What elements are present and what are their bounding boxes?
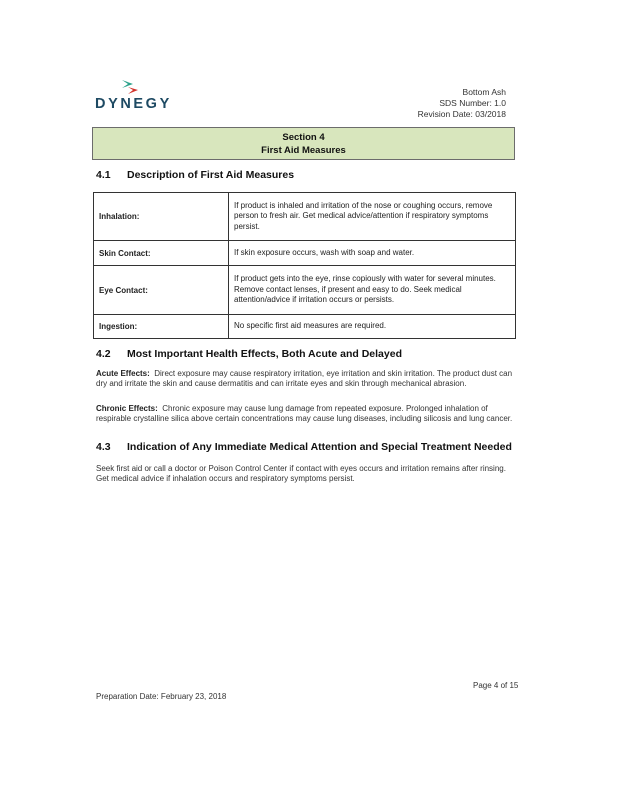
route-label: Eye Contact: bbox=[94, 266, 229, 315]
subsection-heading-4-1 bbox=[96, 169, 294, 181]
table-row bbox=[94, 241, 516, 266]
route-measure: If skin exposure occurs, wash with soap and water. bbox=[229, 241, 516, 266]
subsection-number: 4.1 bbox=[96, 169, 111, 181]
route-measure: If product is inhaled and irritation of the nose or coughing occurs, remove person to fresh air. Get medical advice/attention if respiratory symptoms persist. bbox=[229, 193, 516, 241]
table-row bbox=[94, 193, 516, 241]
route-label: Inhalation: bbox=[94, 193, 229, 241]
chronic-effects-label: Chronic Effects: bbox=[96, 404, 158, 413]
subsection-number: 4.2 bbox=[96, 348, 111, 360]
subsection-heading-4-3 bbox=[96, 441, 512, 453]
medical-attention-paragraph: Seek first aid or call a doctor or Poison Control Center if contact with eyes occurs and irritation remains after rinsing. Get medical advice if inhalation occurs and respiratory symptoms persist. bbox=[96, 464, 506, 483]
route-label: Ingestion: bbox=[94, 315, 229, 339]
subsection-heading-4-2 bbox=[96, 348, 402, 360]
acute-effects-paragraph bbox=[96, 369, 521, 389]
subsection-title: Most Important Health Effects, Both Acute and Delayed bbox=[127, 348, 402, 360]
subsection-number: 4.3 bbox=[96, 441, 111, 453]
page-number: Page 4 of 15 bbox=[473, 681, 519, 690]
subsection-title: Description of First Aid Measures bbox=[127, 169, 295, 181]
document-header-info bbox=[418, 87, 506, 120]
acute-effects-label: Acute Effects: bbox=[96, 369, 150, 378]
table-row bbox=[94, 315, 516, 339]
section-title: First Aid Measures bbox=[261, 145, 346, 156]
route-measure: No specific first aid measures are required. bbox=[229, 315, 516, 339]
sds-number: SDS Number: 1.0 bbox=[439, 98, 506, 108]
section-banner bbox=[92, 127, 515, 160]
company-logo bbox=[95, 80, 175, 114]
product-name: Bottom Ash bbox=[462, 87, 506, 97]
section-number: Section 4 bbox=[282, 132, 325, 143]
route-label: Skin Contact: bbox=[94, 241, 229, 266]
revision-date: Revision Date: 03/2018 bbox=[417, 109, 506, 119]
table-row bbox=[94, 266, 516, 315]
chronic-effects-text: Chronic exposure may cause lung damage from repeated exposure. Prolonged inhalation of respirable crystalline silica above certain concentrations may cause lung diseases, including silicosis and lung cancer. bbox=[96, 404, 513, 423]
route-measure: If product gets into the eye, rinse copiously with water for several minutes. Remove contact lenses, if present and easy to do. Seek medical attention/advice if irritation occurs or persists. bbox=[229, 266, 516, 315]
chronic-effects-paragraph bbox=[96, 404, 521, 424]
first-aid-table bbox=[93, 192, 516, 339]
preparation-date: Preparation Date: February 23, 2018 bbox=[96, 692, 227, 701]
dynegy-chevron-icon bbox=[120, 80, 140, 96]
subsection-title: Indication of Any Immediate Medical Attention and Special Treatment Needed bbox=[127, 441, 512, 453]
company-name: DYNEGY bbox=[95, 96, 172, 112]
acute-effects-text: Direct exposure may cause respiratory irritation, eye irritation and skin irritation. The product dust can dry and irritate the skin and cause dermatitis and can irritate eyes and skin through mechanical abrasion. bbox=[96, 369, 513, 388]
